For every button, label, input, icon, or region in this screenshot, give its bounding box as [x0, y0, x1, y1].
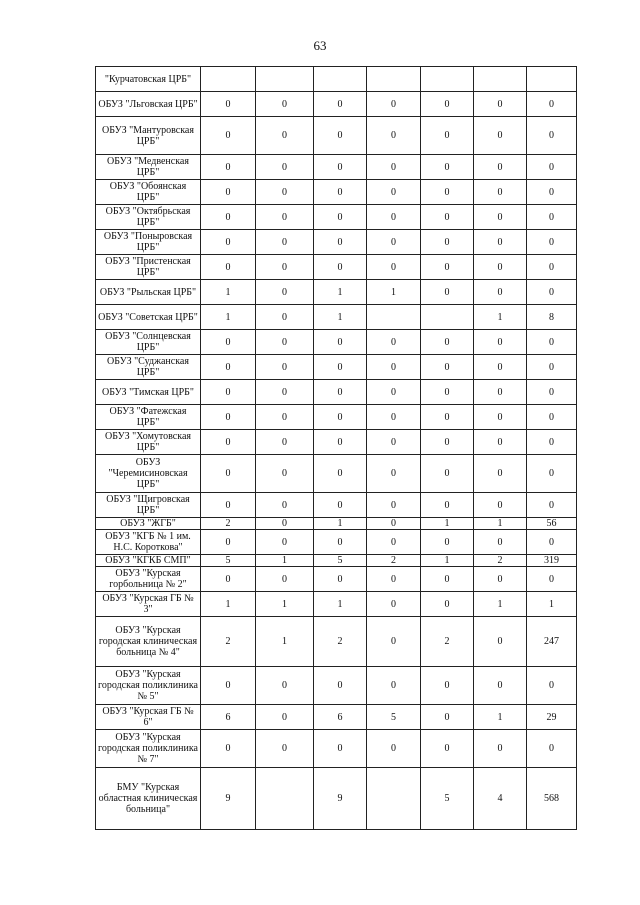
- value-cell: [256, 67, 314, 92]
- value-cell: 0: [367, 230, 421, 255]
- value-cell: 0: [256, 518, 314, 530]
- value-cell: [474, 67, 527, 92]
- value-cell: 0: [474, 205, 527, 230]
- value-cell: 0: [256, 455, 314, 493]
- value-cell: 1: [256, 592, 314, 617]
- value-cell: 5: [421, 768, 474, 830]
- value-cell: 0: [201, 405, 256, 430]
- value-cell: 0: [527, 730, 577, 768]
- table-row: [96, 330, 577, 355]
- value-cell: 0: [201, 180, 256, 205]
- value-cell: 0: [474, 493, 527, 518]
- value-cell: 2: [421, 617, 474, 667]
- value-cell: 0: [314, 493, 367, 518]
- table-row: [96, 305, 577, 330]
- table-row: [96, 667, 577, 705]
- value-cell: 0: [527, 330, 577, 355]
- value-cell: 0: [367, 430, 421, 455]
- value-cell: 1: [314, 305, 367, 330]
- value-cell: 0: [474, 92, 527, 117]
- value-cell: [201, 67, 256, 92]
- value-cell: 0: [314, 567, 367, 592]
- table-row: [96, 117, 577, 155]
- value-cell: 0: [256, 667, 314, 705]
- value-cell: 0: [367, 380, 421, 405]
- value-cell: 5: [367, 705, 421, 730]
- value-cell: 4: [474, 768, 527, 830]
- value-cell: 0: [421, 380, 474, 405]
- value-cell: 0: [367, 405, 421, 430]
- value-cell: [527, 67, 577, 92]
- value-cell: 0: [474, 180, 527, 205]
- table-row: [96, 430, 577, 455]
- institution-name-cell: ОБУЗ "Пристенская ЦРБ": [96, 255, 201, 280]
- value-cell: 0: [527, 455, 577, 493]
- value-cell: 0: [314, 155, 367, 180]
- value-cell: 1: [474, 592, 527, 617]
- value-cell: 0: [256, 205, 314, 230]
- institution-name-cell: ОБУЗ "Поныровская ЦРБ": [96, 230, 201, 255]
- value-cell: 0: [421, 405, 474, 430]
- value-cell: 0: [527, 205, 577, 230]
- value-cell: 0: [201, 117, 256, 155]
- value-cell: 0: [201, 205, 256, 230]
- institution-name-cell: ОБУЗ "Курская городская клиническая больница № 4": [96, 617, 201, 667]
- institution-name-cell: ОБУЗ "Мантуровская ЦРБ": [96, 117, 201, 155]
- institution-name-cell: ОБУЗ "Фатежская ЦРБ": [96, 405, 201, 430]
- value-cell: 0: [421, 92, 474, 117]
- institution-name-cell: ОБУЗ "Курская ГБ № 3": [96, 592, 201, 617]
- value-cell: 0: [314, 730, 367, 768]
- value-cell: 0: [367, 92, 421, 117]
- value-cell: 2: [201, 518, 256, 530]
- institution-name-cell: ОБУЗ "Обоянская ЦРБ": [96, 180, 201, 205]
- value-cell: 1: [474, 518, 527, 530]
- value-cell: [314, 67, 367, 92]
- institution-name-cell: ОБУЗ "Медвенская ЦРБ": [96, 155, 201, 180]
- value-cell: 0: [201, 567, 256, 592]
- value-cell: 0: [367, 155, 421, 180]
- value-cell: 1: [367, 280, 421, 305]
- value-cell: 0: [421, 592, 474, 617]
- value-cell: 0: [527, 280, 577, 305]
- value-cell: 1: [474, 705, 527, 730]
- institution-name-cell: ОБУЗ "ЖГБ": [96, 518, 201, 530]
- table-row: [96, 768, 577, 830]
- value-cell: 0: [367, 117, 421, 155]
- value-cell: 0: [314, 117, 367, 155]
- value-cell: 0: [474, 430, 527, 455]
- value-cell: 0: [421, 230, 474, 255]
- table-row: [96, 567, 577, 592]
- institution-name-cell: ОБУЗ "Курская горбольница № 2": [96, 567, 201, 592]
- value-cell: 0: [201, 155, 256, 180]
- value-cell: 0: [367, 667, 421, 705]
- value-cell: 0: [256, 380, 314, 405]
- value-cell: 0: [256, 493, 314, 518]
- value-cell: 0: [527, 430, 577, 455]
- value-cell: 0: [314, 205, 367, 230]
- value-cell: 0: [314, 380, 367, 405]
- value-cell: 0: [314, 355, 367, 380]
- value-cell: 0: [201, 530, 256, 555]
- value-cell: 0: [421, 117, 474, 155]
- value-cell: 6: [314, 705, 367, 730]
- value-cell: 0: [256, 530, 314, 555]
- value-cell: 0: [527, 530, 577, 555]
- institution-name-cell: БМУ "Курская областная клиническая больница": [96, 768, 201, 830]
- value-cell: 0: [421, 530, 474, 555]
- table-row: [96, 380, 577, 405]
- table-row: [96, 67, 577, 92]
- institution-name-cell: ОБУЗ "Курская городская поликлиника № 7": [96, 730, 201, 768]
- value-cell: 0: [201, 493, 256, 518]
- table-row: [96, 255, 577, 280]
- value-cell: 1: [256, 617, 314, 667]
- value-cell: [421, 67, 474, 92]
- value-cell: 0: [421, 355, 474, 380]
- value-cell: 0: [421, 255, 474, 280]
- value-cell: 0: [201, 230, 256, 255]
- value-cell: 0: [201, 255, 256, 280]
- table-row: [96, 92, 577, 117]
- institution-name-cell: ОБУЗ "КГКБ СМП": [96, 555, 201, 567]
- value-cell: 1: [201, 592, 256, 617]
- value-cell: 2: [474, 555, 527, 567]
- institution-name-cell: ОБУЗ "Щигровская ЦРБ": [96, 493, 201, 518]
- value-cell: 0: [256, 117, 314, 155]
- value-cell: 0: [474, 567, 527, 592]
- value-cell: 0: [474, 117, 527, 155]
- value-cell: 0: [421, 330, 474, 355]
- value-cell: 1: [474, 305, 527, 330]
- value-cell: 0: [367, 518, 421, 530]
- value-cell: 0: [367, 330, 421, 355]
- table-row: [96, 730, 577, 768]
- value-cell: 56: [527, 518, 577, 530]
- table-row: [96, 355, 577, 380]
- value-cell: 1: [314, 280, 367, 305]
- institution-name-cell: ОБУЗ "Рыльская ЦРБ": [96, 280, 201, 305]
- value-cell: 0: [527, 380, 577, 405]
- institution-name-cell: ОБУЗ "Советская ЦРБ": [96, 305, 201, 330]
- value-cell: 0: [314, 92, 367, 117]
- value-cell: 0: [421, 180, 474, 205]
- value-cell: 0: [201, 92, 256, 117]
- value-cell: [367, 768, 421, 830]
- value-cell: [421, 305, 474, 330]
- value-cell: 0: [474, 280, 527, 305]
- value-cell: 0: [527, 117, 577, 155]
- value-cell: 0: [474, 380, 527, 405]
- value-cell: 1: [201, 305, 256, 330]
- institution-name-cell: ОБУЗ "Курская городская поликлиника № 5": [96, 667, 201, 705]
- table-row: [96, 230, 577, 255]
- value-cell: 0: [314, 230, 367, 255]
- value-cell: 6: [201, 705, 256, 730]
- value-cell: 0: [367, 455, 421, 493]
- value-cell: 0: [421, 493, 474, 518]
- value-cell: 0: [527, 180, 577, 205]
- institution-name-cell: ОБУЗ "Суджанская ЦРБ": [96, 355, 201, 380]
- value-cell: 0: [474, 455, 527, 493]
- value-cell: 0: [474, 255, 527, 280]
- value-cell: 1: [314, 592, 367, 617]
- value-cell: 0: [474, 230, 527, 255]
- table-row: [96, 493, 577, 518]
- value-cell: 0: [256, 230, 314, 255]
- value-cell: 0: [527, 493, 577, 518]
- table-row: [96, 180, 577, 205]
- value-cell: 0: [201, 455, 256, 493]
- value-cell: 0: [474, 355, 527, 380]
- value-cell: 0: [474, 330, 527, 355]
- value-cell: 0: [474, 155, 527, 180]
- institution-name-cell: ОБУЗ "Хомутовская ЦРБ": [96, 430, 201, 455]
- value-cell: 0: [314, 430, 367, 455]
- value-cell: 0: [314, 255, 367, 280]
- value-cell: 0: [527, 155, 577, 180]
- value-cell: 0: [421, 705, 474, 730]
- value-cell: 0: [256, 280, 314, 305]
- value-cell: 8: [527, 305, 577, 330]
- table-row: [96, 617, 577, 667]
- value-cell: 0: [367, 355, 421, 380]
- table-row: [96, 705, 577, 730]
- value-cell: 0: [421, 205, 474, 230]
- value-cell: 0: [256, 305, 314, 330]
- value-cell: 1: [421, 518, 474, 530]
- value-cell: 0: [367, 493, 421, 518]
- table-row: [96, 280, 577, 305]
- value-cell: 0: [201, 330, 256, 355]
- value-cell: 0: [314, 530, 367, 555]
- value-cell: 0: [367, 730, 421, 768]
- value-cell: 0: [367, 205, 421, 230]
- value-cell: 0: [256, 330, 314, 355]
- value-cell: 0: [421, 430, 474, 455]
- value-cell: 319: [527, 555, 577, 567]
- institution-name-cell: ОБУЗ "Льговская ЦРБ": [96, 92, 201, 117]
- value-cell: 0: [256, 155, 314, 180]
- value-cell: 5: [201, 555, 256, 567]
- value-cell: 0: [421, 730, 474, 768]
- institution-name-cell: ОБУЗ "Солнцевская ЦРБ": [96, 330, 201, 355]
- value-cell: 0: [314, 180, 367, 205]
- value-cell: 0: [474, 530, 527, 555]
- value-cell: 1: [314, 518, 367, 530]
- value-cell: 0: [201, 667, 256, 705]
- value-cell: 0: [527, 567, 577, 592]
- institution-name-cell: ОБУЗ "Курская ГБ № 6": [96, 705, 201, 730]
- value-cell: 5: [314, 555, 367, 567]
- value-cell: 0: [256, 567, 314, 592]
- value-cell: 0: [367, 567, 421, 592]
- value-cell: 0: [314, 330, 367, 355]
- value-cell: 0: [201, 730, 256, 768]
- value-cell: [367, 67, 421, 92]
- value-cell: 0: [421, 455, 474, 493]
- table-row: [96, 155, 577, 180]
- table-row: [96, 405, 577, 430]
- table-row: [96, 555, 577, 567]
- value-cell: 0: [201, 430, 256, 455]
- value-cell: 0: [474, 617, 527, 667]
- value-cell: 0: [201, 355, 256, 380]
- value-cell: 0: [367, 617, 421, 667]
- page-number: 63: [313, 38, 327, 53]
- value-cell: 0: [367, 180, 421, 205]
- value-cell: 2: [314, 617, 367, 667]
- value-cell: 0: [474, 405, 527, 430]
- value-cell: 247: [527, 617, 577, 667]
- value-cell: 0: [314, 667, 367, 705]
- value-cell: 1: [256, 555, 314, 567]
- table-row: [96, 592, 577, 617]
- value-cell: 0: [474, 730, 527, 768]
- hospital-data-table: [95, 66, 577, 830]
- value-cell: 0: [474, 667, 527, 705]
- value-cell: 0: [314, 405, 367, 430]
- value-cell: 568: [527, 768, 577, 830]
- table-row: [96, 518, 577, 530]
- value-cell: 0: [527, 92, 577, 117]
- value-cell: 29: [527, 705, 577, 730]
- value-cell: 0: [421, 155, 474, 180]
- value-cell: 0: [256, 355, 314, 380]
- table-row: [96, 205, 577, 230]
- value-cell: 0: [421, 280, 474, 305]
- value-cell: 1: [421, 555, 474, 567]
- value-cell: 2: [201, 617, 256, 667]
- table-row: [96, 455, 577, 493]
- institution-name-cell: "Курчатовская ЦРБ": [96, 67, 201, 92]
- value-cell: [256, 768, 314, 830]
- value-cell: 0: [367, 592, 421, 617]
- value-cell: 0: [527, 355, 577, 380]
- value-cell: 1: [201, 280, 256, 305]
- value-cell: 0: [421, 667, 474, 705]
- value-cell: 0: [256, 255, 314, 280]
- value-cell: [367, 305, 421, 330]
- value-cell: 0: [256, 430, 314, 455]
- value-cell: 0: [314, 455, 367, 493]
- institution-name-cell: ОБУЗ "Октябрьская ЦРБ": [96, 205, 201, 230]
- value-cell: 0: [256, 730, 314, 768]
- value-cell: 9: [201, 768, 256, 830]
- value-cell: 0: [367, 255, 421, 280]
- institution-name-cell: ОБУЗ "Черемисиновская ЦРБ": [96, 455, 201, 493]
- value-cell: 0: [527, 230, 577, 255]
- value-cell: 0: [256, 405, 314, 430]
- value-cell: 2: [367, 555, 421, 567]
- table-row: [96, 530, 577, 555]
- value-cell: 0: [527, 405, 577, 430]
- institution-name-cell: ОБУЗ "КГБ № 1 им. Н.С. Короткова": [96, 530, 201, 555]
- institution-name-cell: ОБУЗ "Тимская ЦРБ": [96, 380, 201, 405]
- value-cell: 0: [201, 380, 256, 405]
- value-cell: 0: [256, 92, 314, 117]
- value-cell: 0: [527, 255, 577, 280]
- value-cell: 0: [256, 705, 314, 730]
- value-cell: 1: [527, 592, 577, 617]
- value-cell: 0: [367, 530, 421, 555]
- value-cell: 0: [256, 180, 314, 205]
- value-cell: 0: [421, 567, 474, 592]
- value-cell: 0: [527, 667, 577, 705]
- value-cell: 9: [314, 768, 367, 830]
